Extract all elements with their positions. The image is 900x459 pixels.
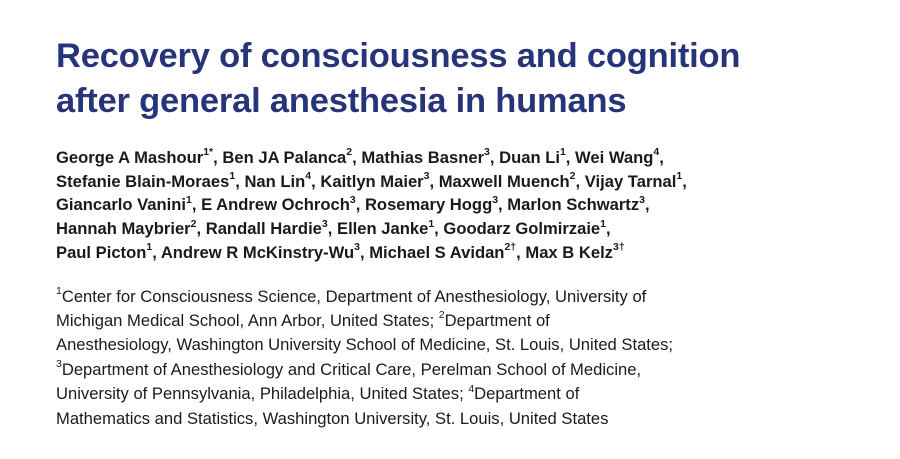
author-name-text: Andrew R McKinstry-Wu (160, 242, 355, 262)
author-name-text: Max B Kelz (525, 242, 613, 262)
author-name-text: E Andrew Ochroch (201, 195, 350, 215)
affiliation-number: 2 (438, 309, 445, 322)
author-separator: , (575, 171, 585, 191)
title-line-1: Recovery of consciousness and cognition (56, 37, 741, 75)
author-name (56, 219, 196, 238)
author-name (443, 219, 606, 238)
author-separator: , (191, 195, 202, 215)
affiliation-text: Department of (474, 384, 580, 404)
author-name (56, 148, 213, 167)
author-name (222, 148, 352, 167)
author-name-text: Rosemary Hogg (364, 195, 493, 215)
author-affiliation-marker: 3† (612, 241, 625, 254)
author-separator: , (429, 171, 439, 191)
affiliation-text: Department of (444, 310, 550, 330)
author-affiliation-marker: 3 (423, 170, 430, 183)
author-affiliation-marker: 3 (321, 217, 328, 230)
author-separator: , (565, 148, 576, 167)
affiliation-number: 3 (56, 358, 62, 371)
author-affiliation-marker: 1 (676, 170, 683, 183)
author-name (499, 148, 566, 167)
author-separator: , (352, 148, 362, 167)
affiliation-text: Department of Anesthesiology and Critical Care, Perelman School of Medicine, (61, 359, 642, 379)
author-name-text: Ben JA Palanca (222, 148, 347, 167)
author-name-text: Goodarz Golmirzaie (443, 219, 601, 239)
affiliation-number: 1 (56, 284, 62, 297)
title-line-2: after general anesthesia in humans (56, 82, 627, 120)
author-name-text: Marlon Schwartz (507, 195, 640, 215)
affiliation-text: University of Pennsylvania, Philadelphia, United States; (56, 384, 469, 404)
author-name (56, 243, 152, 262)
author-affiliation-marker: 4 (305, 170, 312, 183)
author-name (525, 243, 624, 262)
paper-header (56, 34, 886, 431)
author-name (369, 243, 516, 262)
author-affiliation-marker: 1 (186, 193, 192, 206)
author-name-text: Giancarlo Vanini (56, 195, 187, 215)
author-name (244, 172, 311, 191)
author-affiliation-marker: 3 (349, 193, 356, 206)
author-name-text: Michael S Avidan (369, 242, 505, 262)
author-separator: , (516, 242, 526, 262)
affiliation-text: Anesthesiology, Washington University School of Medicine, St. Louis, United States; (56, 335, 674, 355)
author-affiliation-marker: 1* (203, 146, 214, 159)
author-affiliation-marker: 2 (190, 217, 197, 230)
affiliation-line (56, 358, 886, 382)
author-name (56, 195, 192, 214)
author-line (56, 217, 886, 241)
author-separator: , (434, 219, 444, 239)
author-name-text: Ellen Janke (337, 219, 429, 239)
author-name-text: George A Mashour (56, 148, 204, 167)
affiliation-text: Mathematics and Statistics, Washington University, St. Louis, United States (56, 408, 609, 428)
author-separator: , (659, 148, 664, 167)
affiliation-line (56, 382, 886, 406)
author-name (507, 195, 645, 214)
author-affiliation-marker: 1 (428, 217, 435, 230)
author-affiliation-marker: 2† (504, 241, 517, 254)
author-affiliation-marker: 3 (354, 241, 360, 254)
author-name (161, 243, 360, 262)
author-affiliation-marker: 1 (229, 170, 236, 183)
author-line (56, 241, 886, 265)
affiliation-text: Center for Consciousness Science, Department of Anesthesiology, University of (61, 286, 647, 306)
author-name (585, 172, 682, 191)
author-name-text: Vijay Tarnal (584, 171, 677, 191)
author-separator: , (359, 242, 370, 262)
author-name (439, 172, 576, 191)
author-name-text: Stefanie Blain-Moraes (56, 171, 230, 191)
affiliation-line (56, 333, 886, 357)
author-affiliation-marker: 3 (639, 193, 645, 206)
author-name (361, 148, 490, 167)
author-name (56, 172, 235, 191)
author-name (320, 172, 429, 191)
author-name-text: Nan Lin (244, 171, 306, 191)
author-affiliation-marker: 4 (653, 146, 660, 159)
author-name-text: Duan Li (499, 148, 560, 167)
author-separator: , (327, 219, 337, 239)
author-separator: , (152, 242, 161, 262)
author-line (56, 193, 886, 217)
author-separator: , (235, 171, 245, 191)
author-affiliation-marker: 1 (146, 241, 153, 254)
affiliation-line (56, 285, 886, 309)
author-name (201, 195, 356, 214)
affiliation-line (56, 407, 886, 431)
author-affiliation-marker: 1 (600, 217, 606, 230)
author-name (365, 195, 498, 214)
affiliation-number: 4 (468, 382, 475, 395)
author-list (56, 146, 886, 265)
author-name-text: Wei Wang (575, 148, 654, 167)
author-affiliation-marker: 3 (492, 193, 499, 206)
author-name (575, 148, 659, 167)
author-name (337, 219, 434, 238)
author-affiliation-marker: 2 (346, 146, 353, 159)
author-name-text: Randall Hardie (205, 219, 322, 239)
author-line (56, 170, 886, 194)
author-separator: , (213, 148, 223, 167)
author-separator: , (311, 171, 321, 191)
author-separator: , (682, 171, 687, 191)
author-name-text: Hannah Maybrier (56, 219, 191, 239)
author-line (56, 146, 886, 170)
author-affiliation-marker: 2 (569, 170, 576, 183)
author-separator: , (644, 195, 650, 215)
author-name-text: Paul Picton (56, 242, 147, 262)
author-separator: , (498, 195, 508, 215)
author-name-text: Maxwell Muench (438, 171, 570, 191)
author-separator: , (355, 195, 365, 215)
author-name-text: Kaitlyn Maier (320, 171, 424, 191)
affiliation-text: Michigan Medical School, Ann Arbor, United States; (56, 310, 439, 330)
affiliation-list (56, 285, 886, 431)
author-affiliation-marker: 1 (559, 146, 566, 159)
paper-title (56, 34, 886, 124)
author-name (206, 219, 328, 238)
author-separator: , (606, 219, 611, 239)
author-affiliation-marker: 3 (484, 146, 490, 159)
affiliation-line (56, 309, 886, 333)
author-separator: , (196, 219, 206, 239)
author-name-text: Mathias Basner (361, 148, 485, 167)
author-separator: , (489, 148, 500, 167)
